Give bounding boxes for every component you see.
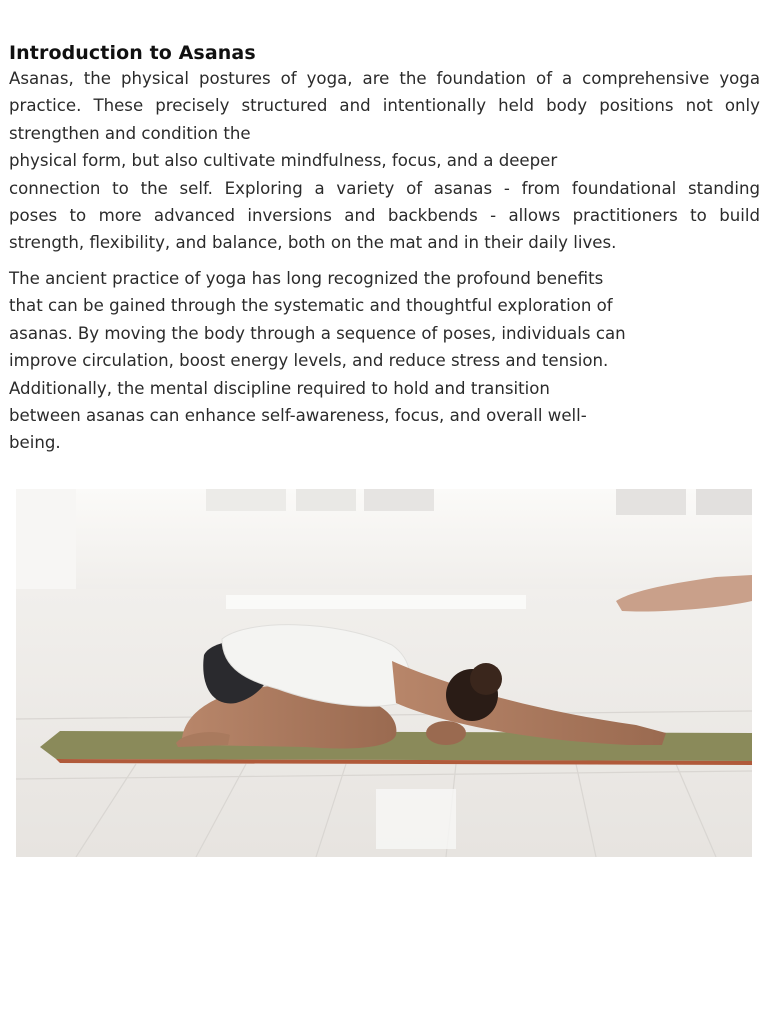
paragraph-line: between asanas can enhance self-awareness, focus, and overall well-	[9, 406, 587, 426]
hair-curl	[470, 663, 502, 695]
floor-reflection	[226, 595, 526, 609]
paragraph-line: connection to the self. Exploring a variety of asanas - from foundational standing	[9, 178, 760, 198]
paragraph-line: that can be gained through the systematic and thoughtful exploration of	[9, 296, 613, 316]
window	[616, 489, 686, 515]
window	[364, 489, 434, 511]
window	[696, 489, 752, 515]
window	[206, 489, 286, 511]
yoga-childs-pose-photo	[16, 489, 752, 857]
floor-reflection	[376, 789, 456, 849]
paragraph-line: asanas. By moving the body through a sequence of poses, individuals can	[9, 323, 626, 343]
paragraph-line: The ancient practice of yoga has long recognized the profound benefits	[9, 269, 604, 288]
paragraph-line: poses to more advanced inversions and backbends - allows practitioners to build	[9, 206, 760, 226]
paragraph-line: Asanas, the physical postures of yoga, are the foundation of a comprehensive yoga	[9, 69, 760, 88]
intro-paragraph-1	[9, 65, 760, 257]
paragraph-line: physical form, but also cultivate mindfulness, focus, and a deeper	[9, 151, 558, 171]
paragraph-line: Additionally, the mental discipline required to hold and transition	[9, 378, 550, 398]
page-title: Introduction to Asanas	[9, 42, 256, 64]
paragraph-line: strength, flexibility, and balance, both on the mat and in their daily lives.	[9, 233, 617, 253]
paragraph-line: improve circulation, boost energy levels, and reduce stress and tension.	[9, 351, 609, 371]
intro-paragraph-2	[9, 265, 669, 457]
paragraph-line: being.	[9, 433, 61, 453]
paragraph-line: practice. These precisely structured and intentionally held body positions not only	[9, 96, 760, 116]
window	[296, 489, 356, 511]
photo-illustration	[16, 489, 752, 857]
paragraph-line: strengthen and condition the	[9, 123, 251, 143]
face	[426, 721, 466, 745]
